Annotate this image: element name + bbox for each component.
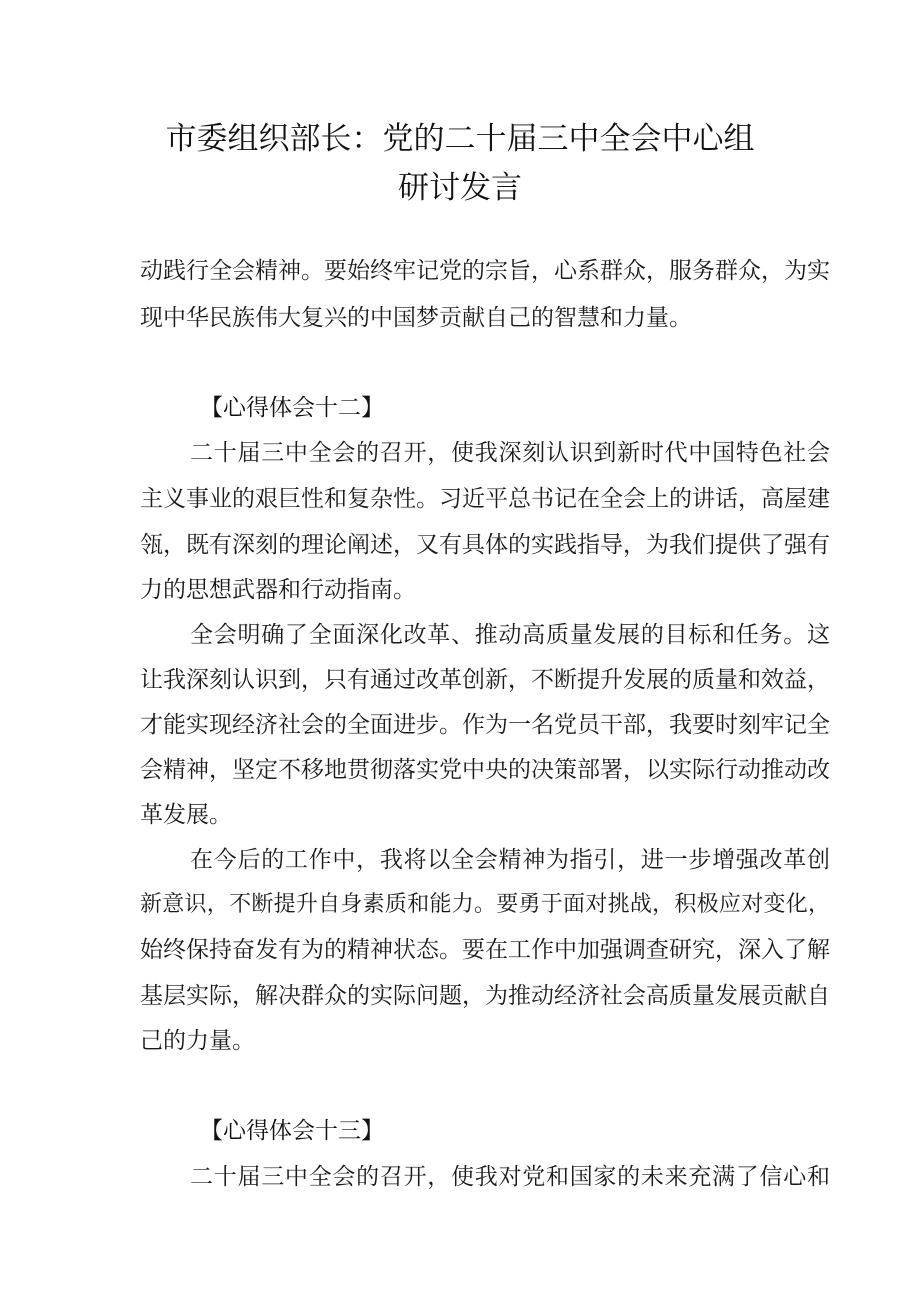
section-heading-13: 【心得体会十三】 [200, 1118, 384, 1144]
s12-p2-line-1: 全会明确了全面深化改革、推动高质量发展的目标和任务。这 [190, 622, 830, 648]
s12-p3-line-1: 在今后的工作中，我将以全会精神为指引，进一步增强改革创 [190, 847, 830, 873]
s12-p2-line-3: 才能实现经济社会的全面进步。作为一名党员干部，我要时刻牢记全 [140, 712, 830, 738]
document-title-line-1: 市委组织部长：党的二十届三中全会中心组 [165, 121, 755, 157]
s12-p1-line-1: 二十届三中全会的召开，使我深刻认识到新时代中国特色社会 [190, 440, 830, 466]
intro-line-1: 动践行全会精神。要始终牢记党的宗旨，心系群众，服务群众，为实 [140, 258, 830, 284]
document-title-line-2: 研讨发言 [398, 170, 522, 206]
s13-p1-line-1: 二十届三中全会的召开，使我对党和国家的未来充满了信心和 [190, 1164, 830, 1190]
s12-p1-line-3: 瓴，既有深刻的理论阐述，又有具体的实践指导，为我们提供了强有 [140, 532, 830, 558]
s12-p2-line-5: 革发展。 [140, 802, 232, 828]
section-heading-12: 【心得体会十二】 [200, 395, 384, 421]
s12-p3-line-3: 始终保持奋发有为的精神状态。要在工作中加强调查研究，深入了解 [140, 937, 830, 963]
s12-p3-line-5: 己的力量。 [140, 1028, 255, 1054]
intro-line-2: 现中华民族伟大复兴的中国梦贡献自己的智慧和力量。 [140, 305, 692, 331]
s12-p1-line-4: 力的思想武器和行动指南。 [140, 577, 416, 603]
s12-p3-line-2: 新意识，不断提升自身素质和能力。要勇于面对挑战，积极应对变化， [140, 892, 830, 917]
s12-p3-line-4: 基层实际，解决群众的实际问题，为推动经济社会高质量发展贡献自 [140, 983, 830, 1009]
s12-p1-line-2: 主义事业的艰巨性和复杂性。习近平总书记在全会上的讲话，高屋建 [140, 486, 830, 512]
s12-p2-line-2: 让我深刻认识到，只有通过改革创新，不断提升发展的质量和效益， [140, 667, 830, 693]
s12-p2-line-4: 会精神，坚定不移地贯彻落实党中央的决策部署，以实际行动推动改 [140, 757, 830, 783]
